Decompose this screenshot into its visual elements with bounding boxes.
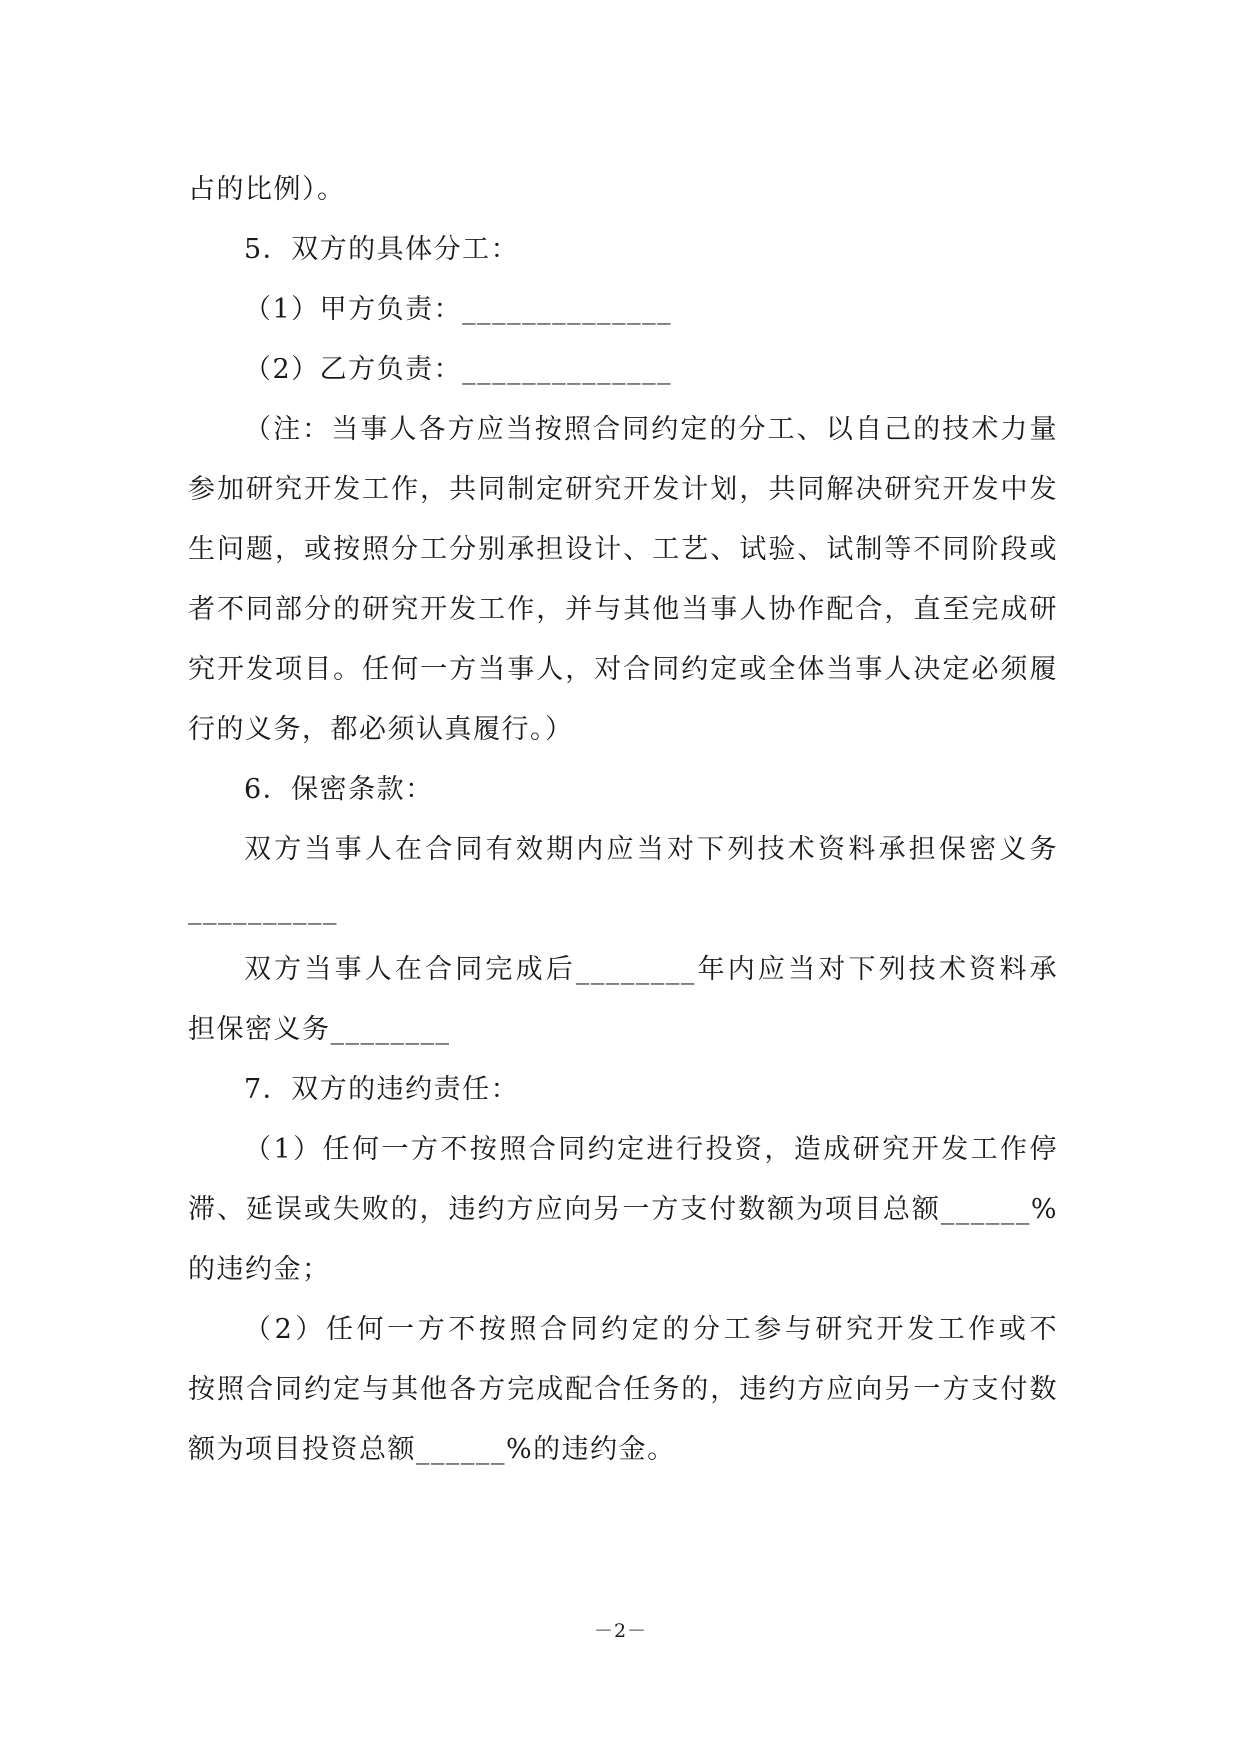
note-paragraph-line: 参加研究开发工作，共同制定研究开发计划，共同解决研究开发中发 <box>188 474 1058 505</box>
confidentiality-paragraph-line: 担保密义务________ <box>188 1014 451 1045</box>
confidentiality-paragraph-line: 双方当事人在合同完成后________年内应当对下列技术资料承 <box>244 954 1058 985</box>
breach-clause-2-line: （2）任何一方不按照合同约定的分工参与研究开发工作或不 <box>244 1314 1058 1345</box>
note-paragraph-line: 生问题，或按照分工分别承担设计、工艺、试验、试制等不同阶段或 <box>188 534 1058 565</box>
text-line: 占的比例）。 <box>188 174 346 205</box>
breach-clause-1-line: （1）任何一方不按照合同约定进行投资，造成研究开发工作停 <box>244 1134 1058 1165</box>
section-heading-7: 7．双方的违约责任： <box>244 1074 520 1105</box>
note-paragraph-line: 者不同部分的研究开发工作，并与其他当事人协作配合，直至完成研 <box>188 594 1058 625</box>
confidentiality-blank-line: __________ <box>188 894 338 925</box>
confidentiality-paragraph-line: 双方当事人在合同有效期内应当对下列技术资料承担保密义务 <box>244 834 1058 865</box>
document-body <box>188 160 1058 1480</box>
note-paragraph-line: 行的义务，都必须认真履行。） <box>188 714 574 745</box>
page-number: －2－ <box>593 1620 648 1642</box>
breach-clause-2-line: 额为项目投资总额______%的违约金。 <box>188 1434 676 1465</box>
party-a-duty-line: （1）甲方负责：______________ <box>244 294 673 325</box>
section-heading-6: 6．保密条款： <box>244 774 434 805</box>
breach-clause-1-line: 滞、延误或失败的，违约方应向另一方支付数额为项目总额______% <box>188 1194 1058 1225</box>
note-paragraph-line: 究开发项目。任何一方当事人，对合同约定或全体当事人决定必须履 <box>188 654 1058 685</box>
note-paragraph-line: （注：当事人各方应当按照合同约定的分工、以自己的技术力量 <box>244 414 1058 445</box>
section-heading-5: 5．双方的具体分工： <box>244 234 520 265</box>
breach-clause-1-line: 的违约金； <box>188 1254 331 1285</box>
party-b-duty-line: （2）乙方负责：______________ <box>244 354 673 385</box>
breach-clause-2-line: 按照合同约定与其他各方完成配合任务的，违约方应向另一方支付数 <box>188 1374 1058 1405</box>
